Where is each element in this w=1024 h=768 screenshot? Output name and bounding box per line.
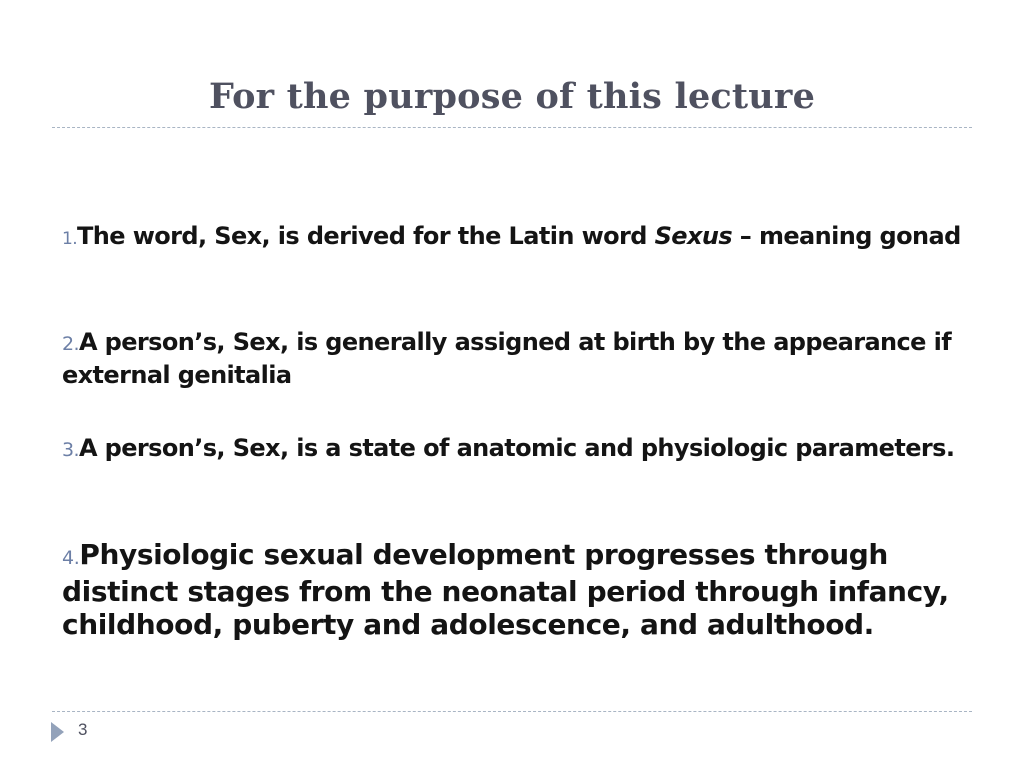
list-item: [62, 538, 972, 641]
list-item-text: A person’s, Sex, is generally assigned at birth by the appearance if external genitalia: [62, 328, 952, 389]
list-item-text: The word, Sex, is derived for the Latin word: [77, 222, 655, 250]
slide-title: For the purpose of this lecture: [208, 76, 816, 117]
list-item-text: Physiologic sexual development progresses through distinct stages from the neonatal period through infancy, childhood, puberty and adolescence, and adulthood.: [62, 538, 949, 641]
title-divider: [52, 127, 972, 128]
list-item: [62, 433, 972, 466]
list-item-number: 3.: [62, 439, 79, 461]
list-item-number: 1.: [62, 229, 78, 249]
list-item-number: 4.: [62, 547, 80, 569]
list-item-text: A person’s, Sex, is a state of anatomic and physiologic parameters.: [78, 434, 955, 462]
list-item: [62, 327, 972, 391]
list-item-emphasis: Sexus: [654, 222, 733, 250]
list-item-text: – meaning gonad: [732, 222, 961, 250]
list-item: [62, 222, 972, 254]
list-item-number: 2.: [62, 333, 79, 355]
page-number: 3: [78, 720, 88, 739]
play-triangle-icon: [51, 722, 64, 742]
footer-divider: [52, 711, 972, 712]
